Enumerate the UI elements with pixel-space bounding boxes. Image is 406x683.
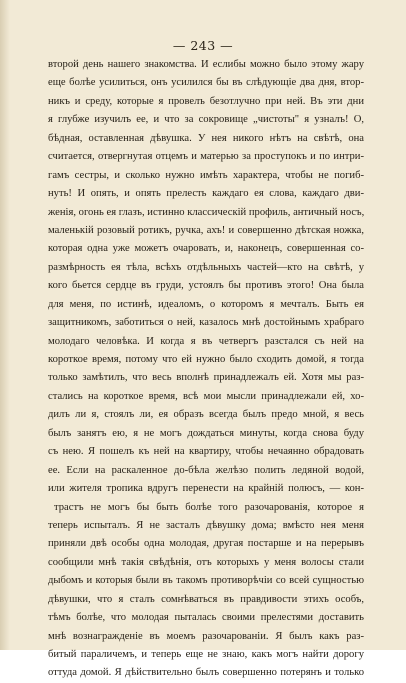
text-line: теперь испыталъ. Я не засталъ дѣвушку дома; вмѣсто нея меня — [48, 519, 364, 531]
text-line: съ нею. Я пошелъ къ ней на квартиру, чтобы нечаянно обрадовать — [48, 446, 364, 458]
text-line: которая одна уже можетъ очаровать, и, наконецъ, совершенная со- — [48, 243, 364, 255]
text-line: былъ занятъ ею, я не могъ дождаться минуты, когда снова буду — [48, 427, 364, 439]
text-line: сообщили мнѣ такія свѣдѣнія, отъ которыхъ у меня волосы стали — [48, 556, 364, 568]
text-line: молодаго человѣка. И когда я въ четвергъ разстался съ ней на — [48, 335, 364, 347]
text-line: я глубже изучилъ ее, и что за сокровище „чистоты" я узналъ! О, — [48, 114, 364, 126]
text-line: оттуда домой. Я дѣйствительно былъ совершенно потерянъ и только — [48, 667, 364, 679]
text-line: второй день нашего знакомства. И еслибы можно было этому жару — [48, 59, 364, 70]
text-line: трастъ не могъ бы быть болѣе того разочарованія, которое я — [54, 501, 364, 513]
body-text — [48, 56, 364, 683]
text-line: тѣмъ болѣе, что молодая пыталась своими прелестями доставить — [48, 612, 364, 624]
text-line: кого бьется сердце въ груди, устоялъ бы противъ этого! Она была — [48, 280, 364, 292]
text-line: считается, отвергнутая отцемъ и матерью за проступокъ и по интри- — [48, 151, 364, 163]
text-line: битый параличемъ, и теперь еще не знаю, какъ могъ найти дорогу — [48, 649, 364, 660]
text-line: защитникомъ, заботиться о ней, казалось мнѣ достойнымъ храбраго — [48, 317, 364, 329]
text-line: никъ и среду, которые я провелъ безотлучно при ней. Въ эти дни — [48, 95, 364, 107]
text-line: или жителя тропика вдругъ перенести на крайній полюсъ, — кон- — [48, 483, 364, 495]
page-edge-shadow — [0, 0, 10, 650]
text-line: бѣдная, оставленная дѣвушка. У нея никого нѣтъ на свѣтѣ, она — [48, 132, 364, 144]
text-line: короткое время, потому что ей нужно было сходить домой, я тогда — [48, 354, 364, 365]
text-line: приняли двѣ особы одна молодая, другая постарше и на перерывъ — [48, 538, 364, 550]
text-line: стались на короткое время, всѣ мои мысли принадлежали ей, хо- — [48, 390, 364, 402]
text-line: еще болѣе усилиться, онъ усилился бы въ слѣдующіе два дня, втор- — [48, 77, 364, 89]
text-line: дилъ ли я, стоялъ ли, ея образъ всегда былъ предо мной, я весь — [48, 409, 364, 421]
text-line: гамъ сестры, и сколько нужно имѣть характера, чтобы не погиб- — [48, 169, 364, 181]
text-line: мнѣ вознагражденіе въ моемъ разочарованіи. Я былъ какъ раз- — [48, 630, 364, 642]
text-line: ее. Если на раскаленное до-бѣла желѣзо полить ледяной водой, — [48, 464, 364, 476]
text-line: дыбомъ и которыя были въ такомъ противорѣчіи со всей сущностью — [48, 575, 364, 587]
page-number: — 243 — — [172, 38, 234, 53]
text-line: только замѣтилъ, что весь вполнѣ принадлежалъ ей. Хотя мы раз- — [48, 372, 364, 384]
text-line: размѣрность ея тѣла, всѣхъ отдѣльныхъ частей—кто на свѣтѣ, у — [48, 261, 364, 273]
text-line: нуть! И опять, и опять прелесть каждаго ея слова, каждаго дви- — [48, 188, 364, 200]
text-line: маленькій розовый ротикъ, ручка, ахъ! и совершенно дѣтская ножка, — [48, 224, 364, 236]
text-line: женія, огонь ея глазъ, истинно классическій профиль, античный носъ, — [48, 206, 365, 218]
text-line: для меня, по истинѣ, идеаломъ, о которомъ я мечталъ. Быть ея — [48, 298, 364, 310]
text-line: дѣвушки, что я сталъ сомнѣваться въ правдивости этихъ особъ, — [48, 593, 364, 605]
